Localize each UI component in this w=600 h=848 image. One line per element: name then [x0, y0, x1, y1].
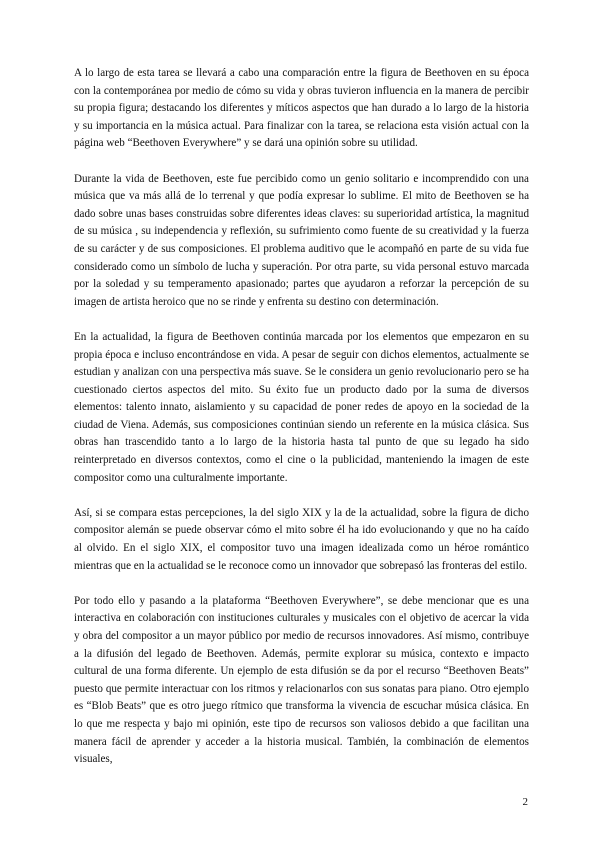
paragraph-comparison: Así, si se compara estas percepciones, la del siglo XIX y la de la actualidad, sobre la figura de dicho compositor alemán se puede observar cómo el mito sobre él ha ido evolucionando y que no ha caído al olvido. En el siglo XIX, el compositor tuvo una imagen idealizada como un héroe romántico mientras que en la actualidad se le reconoce como un innovador que sobrepasó las fronteras del estilo. — [74, 506, 529, 572]
paragraph-historical-perception: Durante la vida de Beethoven, este fue percibido como un genio solitario e incomprendido con una música que va más allá de lo terrenal y que podía expresar lo sublime. El mito de Beethoven se ha dado sobre unas bases construidas sobre diferentes ideas claves: su superioridad artística, la magnitud de su música , su independencia y reflexión, su sufrimiento como fuente de su creatividad y la fuerza de su carácter y de sus composiciones. El problema auditivo que le acompañó en parte de su vida fue considerado como un símbolo de lucha y superación. Por otra parte, su vida personal estuvo marcada por la soledad y su temperamento apasionado; partes que ayudaron a reforzar la percepción de su imagen de artista heroico que no se rinde y enfrenta su destino con determinación. — [74, 172, 529, 308]
page-number: 2 — [522, 796, 528, 808]
paragraph-beethoven-everywhere: Por todo ello y pasando a la plataforma “Beethoven Everywhere”, se debe mencionar que es una interactiva en colaboración con instituciones culturales y musicales con el objetivo de acercar la vida y obra del compositor a un mayor público por medio de recursos innovadores. Así mismo, contribuye a la difusión del legado de Beethoven. Además, permite explorar su música, contexto e impacto cultural de una forma diferente. Un ejemplo de esta difusión se da por el recurso “Beethoven Beats” puesto que permite interactuar con los ritmos y relacionarlos con sus sonatas para piano. Otro ejemplo es “Blob Beats” que es otro juego rítmico que transforma la vivencia de escuchar música clásica. En lo que me respecta y bajo mi opinión, este tipo de recursos son valiosos debido a que facilitan una manera fácil de aprender y acceder a la historia musical. También, la combinación de elementos visuales, — [74, 594, 529, 766]
body-text — [74, 65, 529, 786]
paragraph-intro: A lo largo de esta tarea se llevará a cabo una comparación entre la figura de Beethoven en su época con la contemporánea por medio de cómo su vida y obras tuvieron influencia en la manera de percibir su propia figura; destacando los diferentes y míticos aspectos que han durado a lo largo de la historia y su importancia en la música actual. Para finalizar con la tarea, se relaciona esta visión actual con la página web “Beethoven Everywhere” y se dará una opinión sobre su utilidad. — [74, 67, 529, 150]
paragraph-current-perception: En la actualidad, la figura de Beethoven continúa marcada por los elementos que empezaron en su propia época e incluso encontrándose en vida. A pesar de seguir con dichos elementos, actualmente se estudian y analizan con una perspectiva más suave. Se le considera un genio revolucionario pero se ha cuestionado ciertos aspectos del mito. Su éxito fue un producto dado por la suma de diversos elementos: talento innato, aislamiento y su capacidad de poner redes de apoyo en la sociedad de la ciudad de Viena. Además, sus composiciones continúan siendo un referente en la música clásica. Sus obras han trascendido tanto a lo largo de la historia hasta tal punto de que su legado ha sido reinterpretado en diversos contextos, como el cine o la publicidad, manteniendo la imagen de este compositor como una culturalmente importante. — [74, 330, 529, 484]
